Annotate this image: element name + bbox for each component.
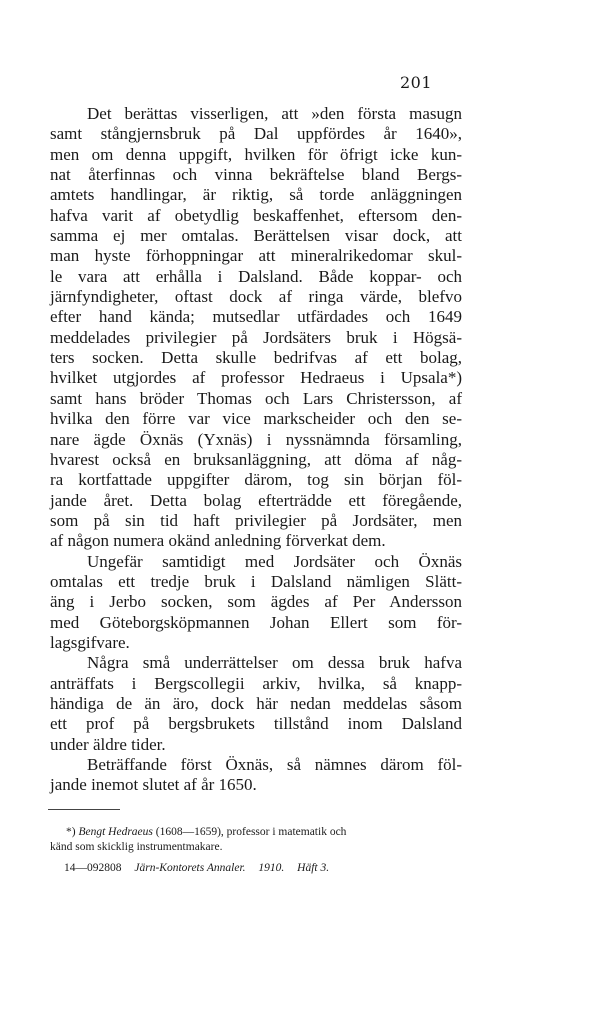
text-line: men om denna uppgift, hvilken för öfrigt icke kun- (50, 144, 462, 164)
text-line: under äldre tider. (50, 734, 166, 754)
text-line: nat återfinnas och vinna bekräftelse bland Bergs- (50, 165, 462, 185)
text-line: äng i Jerbo socken, som ägdes af Per Andersson (50, 592, 462, 612)
print-number: 14—092808 (64, 862, 122, 874)
journal-name: Järn-Kontorets Annaler. (134, 862, 246, 874)
paragraph (50, 104, 462, 552)
page-number: 201 (400, 73, 433, 92)
footnote-person-name: Bengt Hedraeus (78, 826, 153, 838)
text-line: händiga de än äro, dock här nedan meddelas såsom (50, 693, 462, 713)
text-line: Det berättas visserligen, att »den första masugn (87, 104, 462, 123)
text-line: omtalas ett tredje bruk i Dalsland nämligen Slätt- (50, 571, 462, 591)
text-line: hvarest också en bruksanläggning, att döma af någ- (50, 449, 462, 469)
body-text (50, 104, 462, 796)
journal-issue: Häft 3. (297, 862, 330, 874)
text-line: Några små underrättelser om dessa bruk hafva (87, 653, 462, 673)
text-line: samma ej mer omtalas. Berättelsen visar dock, att (50, 226, 462, 246)
text-line: efter hand kända; mutsedlar utfärdades och 1649 (50, 307, 462, 327)
footnote (50, 825, 462, 855)
text-line: samt hans bröder Thomas och Lars Christersson, af (50, 388, 462, 408)
text-line: le vara att erhålla i Dalsland. Både koppar- och (50, 266, 462, 286)
text-line: jande året. Detta bolag efterträdde ett föregående, (50, 490, 462, 510)
footnote-line (50, 825, 462, 840)
text-line: Ungefär samtidigt med Jordsäter och Öxnäs (87, 551, 462, 571)
text-line: af någon numera okänd anledning förverkat dem. (50, 531, 386, 551)
footnote-text: (1608—1659), professor i matematik och (155, 826, 347, 838)
text-line: järnfyndigheter, oftast dock af ringa värde, blefvo (50, 287, 462, 307)
text-line: meddelades privilegier på Jordsäters bruk i Högsä- (50, 327, 462, 347)
footnote-marker: *) (66, 826, 76, 838)
text-line: som på sin tid haft privilegier på Jordsäter, men (50, 510, 462, 530)
text-line: Beträffande först Öxnäs, så nämnes därom föl- (87, 755, 462, 774)
text-line: amtets handlingar, är riktig, så torde anläggningen (50, 185, 462, 205)
text-line: samt stångjernsbruk på Dal uppfördes år 1640», (50, 124, 462, 144)
paragraph (50, 552, 462, 654)
text-line: ett prof på bergsbrukets tillstånd inom Dalsland (50, 714, 462, 734)
journal-year: 1910. (258, 862, 285, 874)
text-line: anträffats i Bergscollegii arkiv, hvilka, så knapp- (50, 673, 462, 693)
paragraph (50, 755, 462, 796)
text-line: man hyste förhoppningar att mineralrikedomar skul- (50, 246, 462, 266)
text-line: ters socken. Detta skulle bedrifvas af ett bolag, (50, 348, 462, 368)
text-line: med Göteborgsköpmannen Johan Ellert som för- (50, 612, 462, 632)
footnote-line: känd som skicklig instrumentmakare. (50, 841, 223, 853)
paragraph (50, 653, 462, 755)
text-line: hvilket utgjordes af professor Hedraeus i Upsala*) (50, 368, 462, 388)
text-line: hvilka den förre var vice markscheider och den se- (50, 409, 462, 429)
text-line: jande inemot slutet af år 1650. (50, 775, 257, 795)
footnote-rule (48, 809, 120, 810)
text-line: nare ägde Öxnäs (Yxnäs) i nyssnämnda församling, (50, 429, 462, 449)
printer-signature (64, 862, 339, 874)
text-line: hafva varit af obetydlig beskaffenhet, eftersom den- (50, 205, 462, 225)
text-line: ra kortfattade uppgifter därom, tog sin början föl- (50, 470, 462, 490)
text-line: lagsgifvare. (50, 632, 130, 652)
